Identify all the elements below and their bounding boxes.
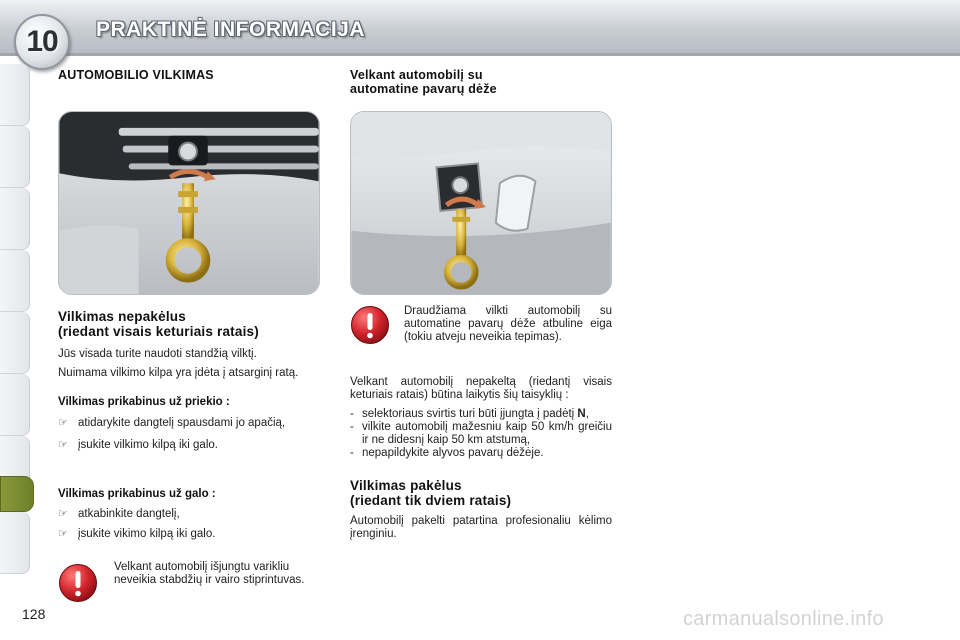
rear-step-1: ☞ atkabinkite dangtelį,	[58, 508, 180, 520]
pointing-hand-icon: ☞	[58, 439, 68, 451]
front-towing-title: Vilkimas prikabinus už priekio :	[58, 396, 230, 408]
section-title-automatic: Velkant automobilį su automatine pavarų dėže	[350, 68, 497, 96]
reverse-towing-warning	[350, 305, 612, 349]
engine-off-warning-text: Velkant automobilį išjungtu varikliu neveikia stabdžių ir vairo stiprintuvas.	[114, 561, 305, 586]
rear-step-2: ☞ įsukite vikimo kilpą iki galo.	[58, 528, 216, 540]
chapter-tab[interactable]	[0, 188, 30, 250]
chapter-tab[interactable]	[0, 312, 30, 374]
pointing-hand-icon: ☞	[58, 528, 68, 540]
rigid-bar-text: Jūs visada turite naudoti standžią vilktį.	[58, 348, 257, 360]
chapter-number: 10	[26, 25, 58, 58]
towing-eye-location-text: Nuimama vilkimo kilpa yra įdėta į atsarginį ratą.	[58, 367, 299, 379]
subsection-title-flat-towing: Vilkimas nepakėlus (riedant visais keturiais ratais)	[58, 309, 259, 339]
chapter-tabs	[0, 64, 32, 574]
pointing-hand-icon: ☞	[58, 508, 68, 520]
chapter-tab[interactable]	[0, 512, 30, 574]
front-step-1: ☞ atidarykite dangtelį spausdami jo apačią,	[58, 417, 286, 429]
chapter-tab[interactable]	[0, 126, 30, 188]
reverse-towing-warning-text: Draudžiama vilkti automobilį su automatine pavarų dėže atbuline eiga (tokiu atveju neveikia tepimas).	[404, 305, 612, 343]
exclamation-warning-icon	[58, 563, 98, 603]
pointing-hand-icon: ☞	[58, 417, 68, 429]
engine-off-warning	[58, 561, 320, 605]
rule-no-oil: - nepapildykite alyvos pavarų dėžėje.	[350, 447, 544, 459]
towing-eye-rear-photo	[350, 111, 612, 295]
chapter-tab[interactable]	[0, 250, 30, 312]
front-step-2: ☞ įsukite vilkimo kilpą iki galo.	[58, 439, 218, 451]
rule-speed-distance: - vilkite automobilį mažesniu kaip 50 km/h greičiu ir ne didesnį kaip 50 km atstumą,	[350, 421, 612, 446]
towing-eye-front-photo	[58, 111, 320, 295]
chapter-title: PRAKTINĖ INFORMACIJA	[96, 18, 366, 41]
flat-towing-rules-intro: Velkant automobilį nepakeltą (riedantį visais keturiais ratais) būtina laikytis šių taisyklių :	[350, 376, 612, 401]
chapter-tab[interactable]	[0, 64, 30, 126]
chapter-tab[interactable]	[0, 374, 30, 436]
chapter-badge	[14, 14, 70, 70]
rule-selector-neutral: - selektoriaus svirtis turi būti įjungta į padėtį N,	[350, 408, 589, 420]
watermark: carmanualsonline.info	[683, 608, 884, 630]
exclamation-warning-icon	[350, 305, 390, 345]
section-title-towing: AUTOMOBILIO VILKIMAS	[58, 68, 214, 82]
right-column	[350, 66, 612, 541]
page-number: 128	[22, 606, 46, 622]
rear-towing-title: Vilkimas prikabinus už galo :	[58, 488, 216, 500]
subsection-title-lifted-towing: Vilkimas pakėlus (riedant tik dviem ratais)	[350, 478, 512, 508]
left-column	[58, 66, 320, 605]
chapter-tab-active[interactable]	[0, 476, 34, 512]
lifting-equipment-text: Automobilį pakelti patartina profesionaliu kėlimo įrenginiu.	[350, 515, 612, 540]
